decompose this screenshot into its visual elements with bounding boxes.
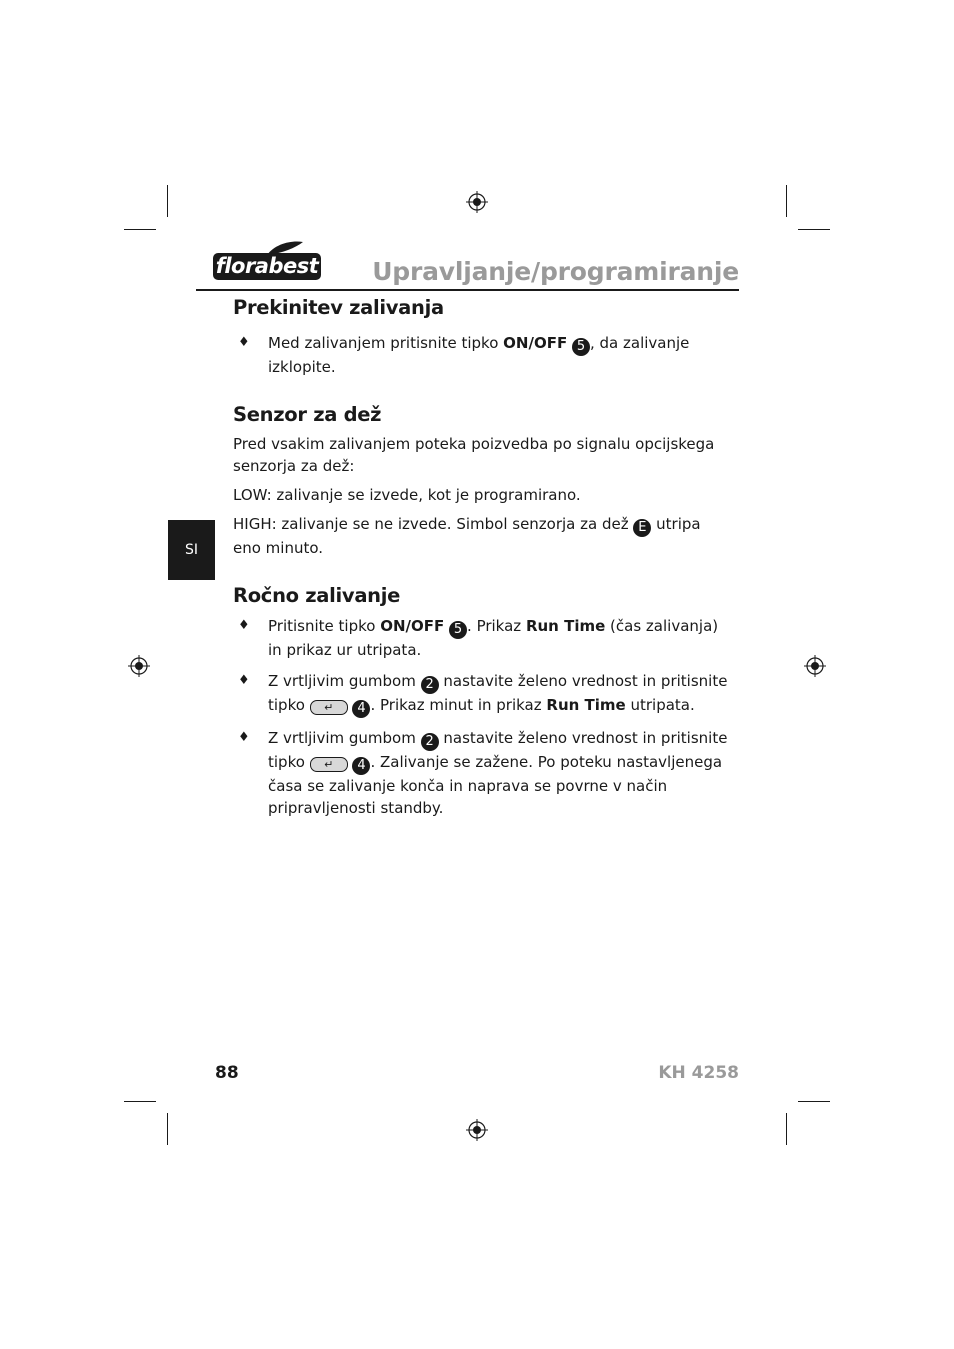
title-divider bbox=[196, 289, 739, 291]
crop-mark bbox=[167, 185, 168, 217]
crop-mark bbox=[167, 1113, 168, 1145]
reference-number: 4 bbox=[352, 757, 370, 775]
crop-mark bbox=[798, 1101, 830, 1102]
crop-mark bbox=[786, 185, 787, 217]
reference-number: 4 bbox=[352, 700, 370, 718]
enter-key-icon: ↵ bbox=[310, 700, 348, 715]
list-item: ♦ Z vrtljivim gumbom 2 nastavite želeno vrednost in pritisnite tipko ↵ 4 . Zalivanje se zažene. Po poteku nastavljenega časa se zalivanje konča in naprava se povrne v način pripravljenosti standby. bbox=[238, 729, 728, 817]
section-heading: Prekinitev zalivanja bbox=[233, 296, 444, 319]
model-number: KH 4258 bbox=[658, 1063, 739, 1083]
reference-number: 2 bbox=[421, 733, 439, 751]
reference-letter: E bbox=[633, 519, 651, 537]
diamond-bullet-icon: ♦ bbox=[238, 335, 250, 350]
brand-logo bbox=[213, 240, 325, 282]
list-item: ♦ Z vrtljivim gumbom 2 nastavite želeno vrednost in pritisnite tipko ↵ 4 . Prikaz minut in prikaz Run Time utripata. bbox=[238, 672, 728, 716]
page-title: Upravljanje/programiranje bbox=[372, 257, 739, 286]
list-item: ♦ Pritisnite tipko ON/OFF 5 . Prikaz Run Time (čas zalivanja) in prikaz ur utripata. bbox=[238, 617, 719, 659]
crop-mark bbox=[798, 229, 830, 230]
registration-mark-icon bbox=[804, 655, 826, 677]
reference-number: 2 bbox=[421, 676, 439, 694]
paragraph: Pred vsakim zalivanjem poteka poizvedba po signalu opcijskega senzorja za dež: bbox=[233, 435, 715, 475]
crop-mark bbox=[124, 1101, 156, 1102]
logo-text: florabest bbox=[213, 253, 321, 280]
section-heading: Ročno zalivanje bbox=[233, 584, 401, 607]
main-content bbox=[233, 296, 728, 819]
registration-mark-icon bbox=[128, 655, 150, 677]
language-tab: SI bbox=[168, 520, 215, 580]
paragraph: LOW: zalivanje se izvede, kot je programirano. bbox=[233, 486, 581, 504]
diamond-bullet-icon: ♦ bbox=[238, 618, 250, 633]
diamond-bullet-icon: ♦ bbox=[238, 730, 250, 745]
crop-mark bbox=[786, 1113, 787, 1145]
page-number: 88 bbox=[215, 1063, 239, 1083]
reference-number: 5 bbox=[572, 338, 590, 356]
crop-mark bbox=[124, 229, 156, 230]
registration-mark-icon bbox=[466, 1119, 488, 1141]
paragraph: HIGH: zalivanje se ne izvede. Simbol senzorja za dež E utripa eno minuto. bbox=[233, 515, 701, 557]
diamond-bullet-icon: ♦ bbox=[238, 673, 250, 688]
section-heading: Senzor za dež bbox=[233, 403, 382, 426]
reference-number: 5 bbox=[449, 621, 467, 639]
registration-mark-icon bbox=[466, 191, 488, 213]
enter-key-icon: ↵ bbox=[310, 757, 348, 772]
list-item: ♦ Med zalivanjem pritisnite tipko ON/OFF 5 , da zalivanje izklopite. bbox=[238, 334, 690, 376]
